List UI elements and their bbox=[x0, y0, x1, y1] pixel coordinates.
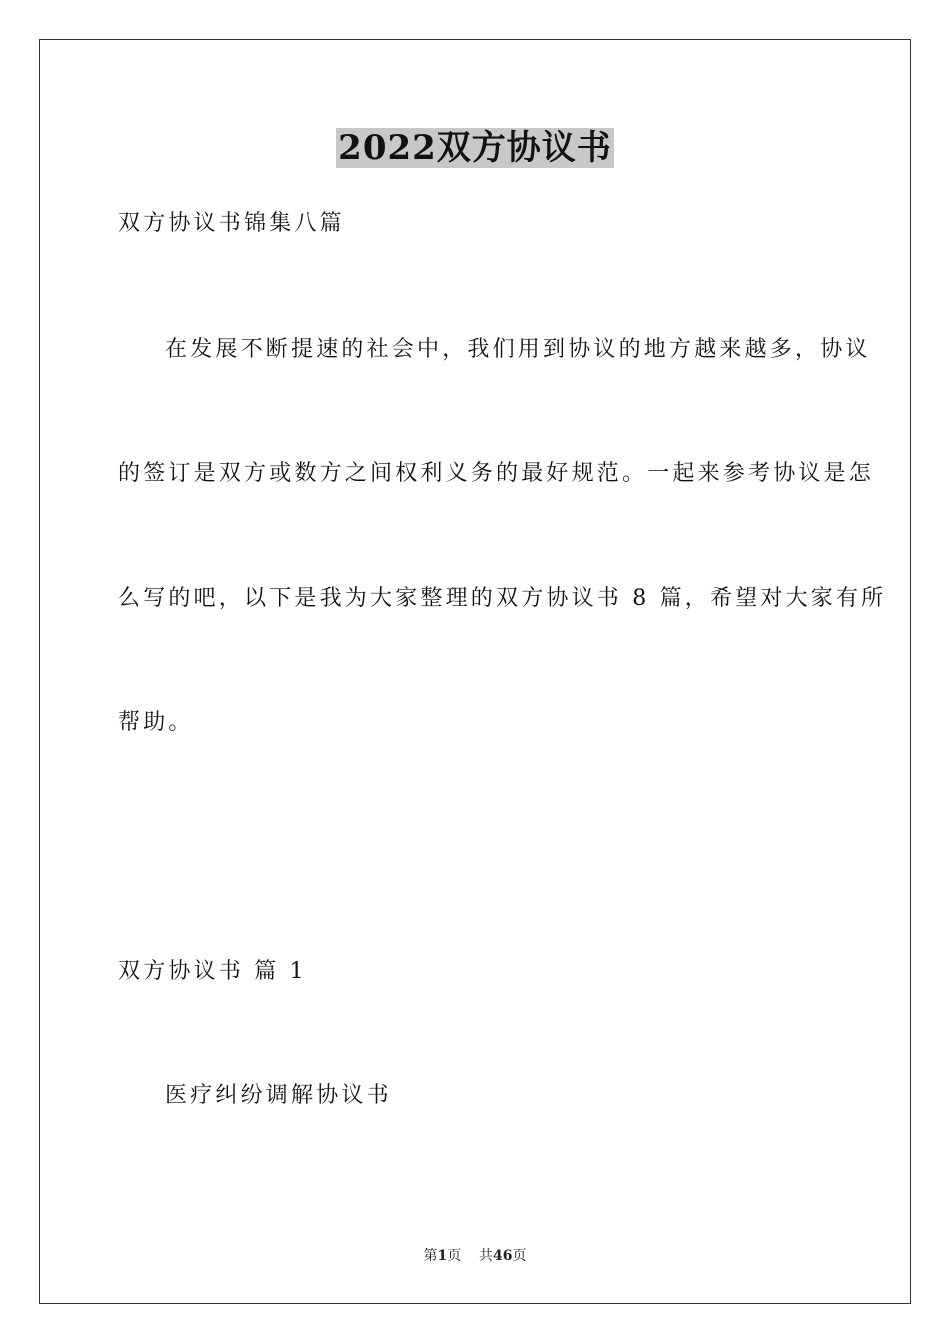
section-heading: 双方协议书 篇 1 bbox=[118, 959, 307, 984]
footer-total-prefix: 共 bbox=[479, 1248, 494, 1264]
section-subheading: 医疗纠纷调解协议书 bbox=[165, 1083, 392, 1108]
document-title: 2022双方协议书 bbox=[338, 128, 612, 168]
intro-line-1: 在发展不断提速的社会中，我们用到协议的地方越来越多，协议 bbox=[165, 337, 871, 362]
title-container bbox=[0, 128, 950, 168]
intro-line-4: 帮助。 bbox=[118, 710, 194, 735]
intro-line-3: 么写的吧，以下是我为大家整理的双方协议书 8 篇，希望对大家有所 bbox=[118, 586, 887, 611]
footer-total-pages: 46 bbox=[493, 1248, 513, 1264]
document-subtitle: 双方协议书锦集八篇 bbox=[118, 211, 345, 236]
footer-page-suffix: 页 bbox=[447, 1248, 462, 1264]
page-footer bbox=[0, 1247, 950, 1265]
footer-total-suffix: 页 bbox=[512, 1248, 527, 1264]
footer-page-prefix: 第 bbox=[423, 1248, 438, 1264]
footer-page-number: 1 bbox=[437, 1248, 448, 1264]
intro-line-2: 的签订是双方或数方之间权利义务的最好规范。一起来参考协议是怎 bbox=[118, 461, 875, 486]
